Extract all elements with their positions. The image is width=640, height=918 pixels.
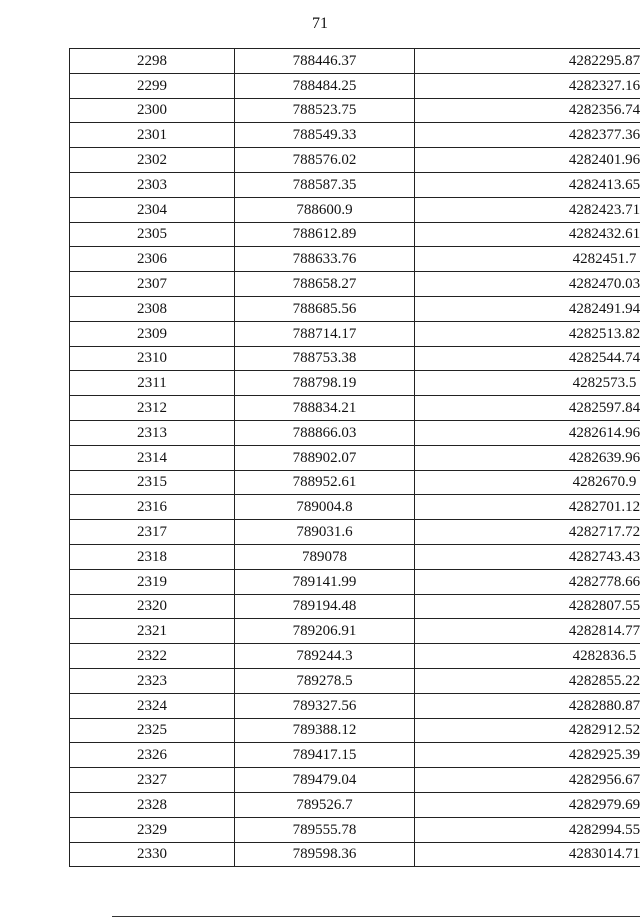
point-number-cell: 2298 [70, 49, 235, 74]
y-coordinate-cell: 4282295.87 [415, 49, 640, 74]
point-number-cell: 2315 [70, 470, 235, 495]
table-row [70, 396, 640, 421]
table-row [70, 495, 640, 520]
table-row [70, 172, 640, 197]
y-coordinate-cell: 4282327.16 [415, 73, 640, 98]
coordinates-table [69, 48, 640, 867]
point-number-cell: 2309 [70, 321, 235, 346]
table-row [70, 569, 640, 594]
table-row [70, 148, 640, 173]
table-row [70, 619, 640, 644]
y-coordinate-cell: 4282855.22 [415, 668, 640, 693]
y-coordinate-cell: 4282836.5 [415, 644, 640, 669]
y-coordinate-cell: 4282597.84 [415, 396, 640, 421]
table-row [70, 321, 640, 346]
x-coordinate-cell: 789206.91 [235, 619, 415, 644]
table-row [70, 49, 640, 74]
y-coordinate-cell: 4282401.96 [415, 148, 640, 173]
table-row [70, 743, 640, 768]
x-coordinate-cell: 789417.15 [235, 743, 415, 768]
point-number-cell: 2305 [70, 222, 235, 247]
point-number-cell: 2317 [70, 520, 235, 545]
point-number-cell: 2330 [70, 842, 235, 867]
y-coordinate-cell: 4282451.7 [415, 247, 640, 272]
x-coordinate-cell: 788446.37 [235, 49, 415, 74]
y-coordinate-cell: 4282717.72 [415, 520, 640, 545]
table-row [70, 817, 640, 842]
x-coordinate-cell: 789526.7 [235, 792, 415, 817]
y-coordinate-cell: 4282544.74 [415, 346, 640, 371]
x-coordinate-cell: 789004.8 [235, 495, 415, 520]
table-row [70, 73, 640, 98]
point-number-cell: 2303 [70, 172, 235, 197]
point-number-cell: 2319 [70, 569, 235, 594]
x-coordinate-cell: 789244.3 [235, 644, 415, 669]
y-coordinate-cell: 4282377.36 [415, 123, 640, 148]
table-row [70, 420, 640, 445]
point-number-cell: 2313 [70, 420, 235, 445]
point-number-cell: 2299 [70, 73, 235, 98]
x-coordinate-cell: 789141.99 [235, 569, 415, 594]
y-coordinate-cell: 4282356.74 [415, 98, 640, 123]
table-row [70, 768, 640, 793]
x-coordinate-cell: 788902.07 [235, 445, 415, 470]
y-coordinate-cell: 4282413.65 [415, 172, 640, 197]
x-coordinate-cell: 789327.56 [235, 693, 415, 718]
x-coordinate-cell: 788484.25 [235, 73, 415, 98]
point-number-cell: 2318 [70, 544, 235, 569]
x-coordinate-cell: 788633.76 [235, 247, 415, 272]
point-number-cell: 2308 [70, 296, 235, 321]
x-coordinate-cell: 788753.38 [235, 346, 415, 371]
y-coordinate-cell: 4282925.39 [415, 743, 640, 768]
x-coordinate-cell: 788549.33 [235, 123, 415, 148]
table-row [70, 247, 640, 272]
x-coordinate-cell: 788612.89 [235, 222, 415, 247]
point-number-cell: 2314 [70, 445, 235, 470]
point-number-cell: 2302 [70, 148, 235, 173]
point-number-cell: 2310 [70, 346, 235, 371]
y-coordinate-cell: 4282912.52 [415, 718, 640, 743]
point-number-cell: 2328 [70, 792, 235, 817]
point-number-cell: 2325 [70, 718, 235, 743]
x-coordinate-cell: 789278.5 [235, 668, 415, 693]
point-number-cell: 2311 [70, 371, 235, 396]
point-number-cell: 2323 [70, 668, 235, 693]
y-coordinate-cell: 4282614.96 [415, 420, 640, 445]
table-row [70, 197, 640, 222]
x-coordinate-cell: 788834.21 [235, 396, 415, 421]
table-row [70, 594, 640, 619]
y-coordinate-cell: 4282956.67 [415, 768, 640, 793]
point-number-cell: 2304 [70, 197, 235, 222]
x-coordinate-cell: 788600.9 [235, 197, 415, 222]
y-coordinate-cell: 4282491.94 [415, 296, 640, 321]
table-row [70, 296, 640, 321]
x-coordinate-cell: 789479.04 [235, 768, 415, 793]
x-coordinate-cell: 788952.61 [235, 470, 415, 495]
coordinates-table-body [70, 49, 640, 867]
x-coordinate-cell: 788714.17 [235, 321, 415, 346]
bottom-rule [112, 916, 640, 917]
x-coordinate-cell: 789078 [235, 544, 415, 569]
x-coordinate-cell: 788523.75 [235, 98, 415, 123]
x-coordinate-cell: 789194.48 [235, 594, 415, 619]
x-coordinate-cell: 788866.03 [235, 420, 415, 445]
y-coordinate-cell: 4282814.77 [415, 619, 640, 644]
point-number-cell: 2301 [70, 123, 235, 148]
table-row [70, 98, 640, 123]
y-coordinate-cell: 4282807.55 [415, 594, 640, 619]
point-number-cell: 2320 [70, 594, 235, 619]
page-number: 71 [312, 15, 328, 32]
point-number-cell: 2312 [70, 396, 235, 421]
x-coordinate-cell: 788576.02 [235, 148, 415, 173]
point-number-cell: 2329 [70, 817, 235, 842]
table-row [70, 544, 640, 569]
y-coordinate-cell: 4282743.43 [415, 544, 640, 569]
y-coordinate-cell: 4282470.03 [415, 272, 640, 297]
y-coordinate-cell: 4282432.61 [415, 222, 640, 247]
x-coordinate-cell: 788685.56 [235, 296, 415, 321]
x-coordinate-cell: 788658.27 [235, 272, 415, 297]
y-coordinate-cell: 4282994.55 [415, 817, 640, 842]
y-coordinate-cell: 4282670.9 [415, 470, 640, 495]
y-coordinate-cell: 4282573.5 [415, 371, 640, 396]
x-coordinate-cell: 788798.19 [235, 371, 415, 396]
table-row [70, 346, 640, 371]
table-row [70, 123, 640, 148]
table-row [70, 693, 640, 718]
table-row [70, 520, 640, 545]
y-coordinate-cell: 4282701.12 [415, 495, 640, 520]
table-row [70, 718, 640, 743]
table-row [70, 371, 640, 396]
point-number-cell: 2316 [70, 495, 235, 520]
x-coordinate-cell: 788587.35 [235, 172, 415, 197]
table-row [70, 644, 640, 669]
y-coordinate-cell: 4282778.66 [415, 569, 640, 594]
point-number-cell: 2327 [70, 768, 235, 793]
point-number-cell: 2300 [70, 98, 235, 123]
table-row [70, 272, 640, 297]
point-number-cell: 2307 [70, 272, 235, 297]
point-number-cell: 2324 [70, 693, 235, 718]
point-number-cell: 2322 [70, 644, 235, 669]
table-row [70, 445, 640, 470]
y-coordinate-cell: 4282423.71 [415, 197, 640, 222]
x-coordinate-cell: 789031.6 [235, 520, 415, 545]
table-row [70, 222, 640, 247]
point-number-cell: 2326 [70, 743, 235, 768]
point-number-cell: 2321 [70, 619, 235, 644]
y-coordinate-cell: 4282880.87 [415, 693, 640, 718]
y-coordinate-cell: 4282979.69 [415, 792, 640, 817]
y-coordinate-cell: 4282513.82 [415, 321, 640, 346]
table-row [70, 792, 640, 817]
point-number-cell: 2306 [70, 247, 235, 272]
table-row [70, 668, 640, 693]
y-coordinate-cell: 4282639.96 [415, 445, 640, 470]
table-row [70, 470, 640, 495]
x-coordinate-cell: 789598.36 [235, 842, 415, 867]
table-row [70, 842, 640, 867]
x-coordinate-cell: 789388.12 [235, 718, 415, 743]
x-coordinate-cell: 789555.78 [235, 817, 415, 842]
y-coordinate-cell: 4283014.71 [415, 842, 640, 867]
